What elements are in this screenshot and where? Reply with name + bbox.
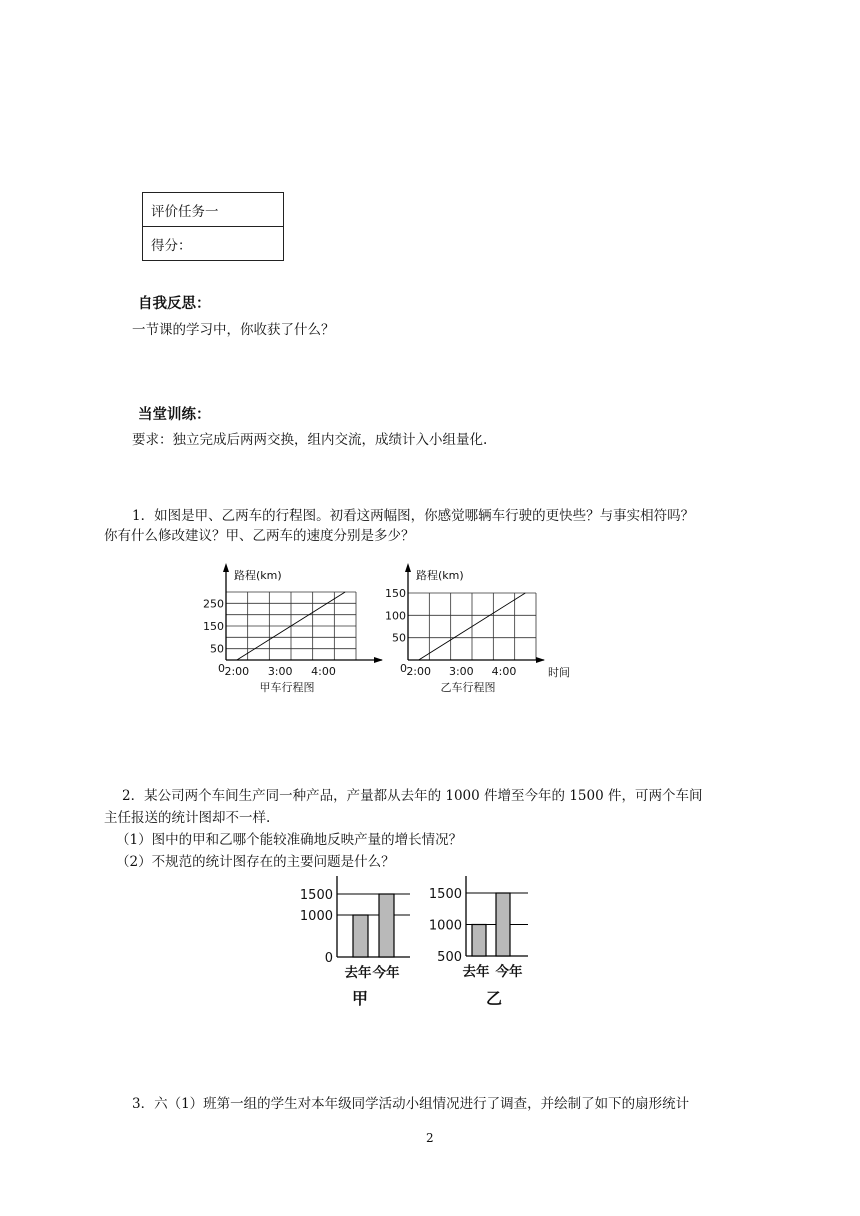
y-axis-arrow bbox=[405, 563, 411, 572]
category-label: 今年 bbox=[495, 964, 523, 980]
chart-title: 乙 bbox=[485, 989, 503, 1008]
y-tick-label: 1000 bbox=[428, 918, 462, 934]
y-tick-label: 50 bbox=[392, 631, 406, 645]
bar-last-year bbox=[472, 925, 486, 957]
x-tick-label: 4:00 bbox=[311, 665, 336, 678]
eval-task-label: 评价任务一 bbox=[143, 193, 284, 227]
y-tick-label: 100 bbox=[385, 609, 406, 623]
x-tick-label: 3:00 bbox=[448, 665, 474, 678]
chart-jia-travel bbox=[196, 560, 386, 705]
x-tick-label: 4:00 bbox=[491, 665, 517, 678]
y-tick-label: 250 bbox=[203, 597, 224, 611]
category-label: 去年 bbox=[344, 965, 372, 981]
x-axis-label: 时间 bbox=[548, 666, 570, 679]
chart-title: 乙车行程图 bbox=[440, 681, 496, 694]
reflection-heading: 自我反思： bbox=[138, 296, 211, 312]
chart-title: 甲车行程图 bbox=[259, 681, 315, 694]
y-tick-label: 500 bbox=[437, 950, 462, 965]
chart-jia-bars bbox=[290, 872, 420, 1012]
chart-yi-bars bbox=[418, 872, 538, 1012]
category-label: 去年 bbox=[462, 964, 490, 980]
y-tick-label: 150 bbox=[203, 620, 224, 633]
reflection-question: 一节课的学习中，你收获了什么？ bbox=[132, 322, 335, 338]
chart-title: 甲 bbox=[351, 989, 369, 1008]
y-axis-label: 路程(km) bbox=[234, 569, 282, 582]
category-label: 今年 bbox=[372, 965, 400, 981]
x-tick-label: 2:00 bbox=[406, 665, 432, 678]
y-tick-label: 50 bbox=[210, 642, 224, 656]
y-tick-label: 1500 bbox=[299, 888, 333, 903]
score-label: 得分： bbox=[143, 227, 284, 261]
q2-sub2: （2）不规范的统计图存在的主要问题是什么？ bbox=[116, 854, 395, 870]
y-tick-label: 0 bbox=[324, 951, 333, 966]
bar-last-year bbox=[353, 915, 368, 957]
q1-line2: 你有什么修改建议？甲、乙两车的速度分别是多少？ bbox=[104, 528, 415, 544]
y-axis-arrow bbox=[223, 563, 229, 572]
y-tick-label: 1500 bbox=[428, 887, 462, 902]
practice-heading: 当堂训练： bbox=[138, 407, 211, 423]
origin-label: 0 bbox=[218, 662, 225, 675]
x-tick-label: 2:00 bbox=[224, 665, 250, 678]
evaluation-table bbox=[142, 192, 284, 261]
q2-line2: 主任报送的统计图却不一样. bbox=[104, 810, 271, 826]
y-tick-label: 1000 bbox=[299, 909, 333, 924]
bar-this-year bbox=[379, 894, 394, 957]
x-tick-label: 3:00 bbox=[267, 665, 293, 678]
q1-line1: 1．如图是甲、乙两车的行程图。初看这两幅图，你感觉哪辆车行驶的更快些？与事实相符吗？ bbox=[132, 508, 695, 524]
q2-line1: 2．某公司两个车间生产同一种产品，产量都从去年的 1000 件增至今年的 1500 件，可两个车间 bbox=[122, 788, 703, 804]
y-axis-label: 路程(km) bbox=[416, 569, 464, 582]
x-axis-arrow bbox=[536, 657, 545, 663]
q3-line1: 3．六（1）班第一组的学生对本年级同学活动小组情况进行了调查，并绘制了如下的扇形统计 bbox=[132, 1096, 690, 1112]
y-tick-label: 150 bbox=[385, 587, 406, 600]
q2-sub1: （1）图中的甲和乙哪个能较准确地反映产量的增长情况？ bbox=[116, 832, 463, 848]
chart-yi-travel bbox=[378, 560, 578, 705]
bar-this-year bbox=[496, 893, 510, 956]
origin-label: 0 bbox=[400, 662, 407, 675]
page-number: 2 bbox=[426, 1131, 434, 1145]
practice-requirement: 要求：独立完成后两两交换，组内交流，成绩计入小组量化. bbox=[132, 432, 488, 448]
